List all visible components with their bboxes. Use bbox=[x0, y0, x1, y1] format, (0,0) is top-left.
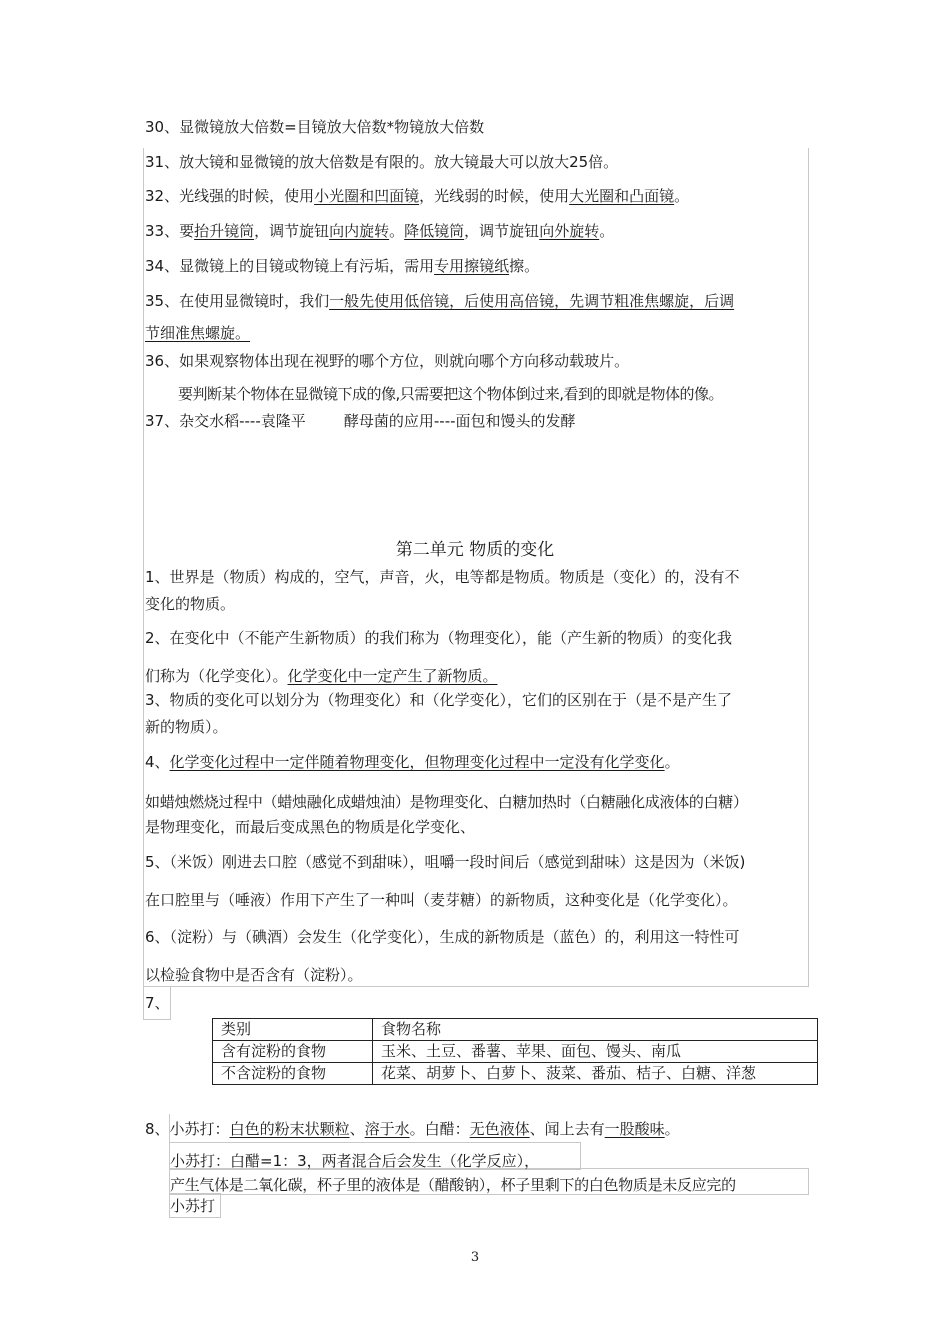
table-header-row bbox=[213, 1019, 818, 1041]
table-row bbox=[213, 1041, 818, 1063]
starch-food-table bbox=[212, 1018, 818, 1085]
line-31: 31、放大镜和显微镜的放大倍数是有限的。放大镜最大可以放大25倍。 bbox=[145, 153, 619, 171]
line-32: 32、光线强的时候，使用小光圈和凹面镜，光线弱的时候，使用大光圈和凸面镜。 bbox=[145, 187, 690, 205]
table-header-cell: 食物名称 bbox=[373, 1019, 818, 1041]
frame-left-line bbox=[143, 148, 144, 1018]
para-8-result: 产生气体是二氧化碳，杯子里的液体是（醋酸钠），杯子里剩下的白色物质是未反应完的 bbox=[170, 1176, 736, 1194]
para-6a: 6、（淀粉）与（碘酒）会发生（化学变化），生成的新物质是（蓝色）的，利用这一特性可 bbox=[145, 928, 740, 946]
para-7-label: 7、 bbox=[145, 994, 170, 1012]
page-number: 3 bbox=[470, 1250, 480, 1265]
line-35b: 节细准焦螺旋。 bbox=[145, 324, 251, 342]
para-8: 8、小苏打：白色的粉末状颗粒、溶于水。白醋：无色液体、闻上去有一股酸味。 bbox=[145, 1120, 680, 1138]
para-5b: 在口腔里与（唾液）作用下产生了一种叫（麦芽糖）的新物质，这种变化是（化学变化）。 bbox=[145, 891, 738, 909]
para-1a: 1、世界是（物质）构成的，空气，声音，火，电等都是物质。物质是（变化）的，没有不 bbox=[145, 568, 740, 586]
para-5a: 5、（米饭）刚进去口腔（感觉不到甜味），咀嚼一段时间后（感觉到甜味）这是因为（米饭) bbox=[145, 853, 746, 871]
frame-bottom-line bbox=[143, 986, 809, 987]
para-6b: 以检验食物中是否含有（淀粉）。 bbox=[145, 966, 363, 984]
line-36-note: 要判断某个物体在显微镜下成的像,只需要把这个物体倒过来,看到的即就是物体的像。 bbox=[178, 385, 724, 403]
para-2a: 2、在变化中（不能产生新物质）的我们称为（物理变化），能（产生新的物质）的变化我 bbox=[145, 629, 733, 647]
line-33: 33、要抬升镜筒，调节旋钮向内旋转。降低镜筒，调节旋钮向外旋转。 bbox=[145, 222, 615, 240]
unit-title: 第二单元 物质的变化 bbox=[395, 540, 555, 560]
table-row bbox=[213, 1063, 818, 1085]
para-3b: 新的物质）。 bbox=[145, 718, 228, 736]
table-cell: 玉米、土豆、番薯、苹果、面包、馒头、南瓜 bbox=[373, 1041, 818, 1063]
para-4: 4、化学变化过程中一定伴随着物理变化，但物理变化过程中一定没有化学变化。 bbox=[145, 753, 680, 771]
para-8-end: 小苏打 bbox=[170, 1197, 216, 1215]
line-35a: 35、在使用显微镜时，我们一般先使用低倍镜，后使用高倍镜，先调节粗准焦螺旋，后调 bbox=[145, 292, 735, 310]
table-cell: 含有淀粉的食物 bbox=[213, 1041, 373, 1063]
para-4-example-a: 如蜡烛燃烧过程中（蜡烛融化成蜡烛油）是物理变化、白糖加热时（白糖融化成液体的白糖） bbox=[145, 793, 748, 811]
para-8-ratio: 小苏打：白醋=1：3，两者混合后会发生（化学反应）， bbox=[170, 1152, 540, 1170]
line-34: 34、显微镜上的目镜或物镜上有污垢，需用专用擦镜纸擦。 bbox=[145, 257, 540, 275]
line-30: 30、显微镜放大倍数=目镜放大倍数*物镜放大倍数 bbox=[145, 118, 485, 136]
table-header-cell: 类别 bbox=[213, 1019, 373, 1041]
table-cell: 花菜、胡萝卜、白萝卜、菠菜、番茄、桔子、白糖、洋葱 bbox=[373, 1063, 818, 1085]
para-4-example-b: 是物理变化，而最后变成黑色的物质是化学变化、 bbox=[145, 818, 476, 836]
frame-right-line bbox=[808, 148, 809, 986]
table-cell: 不含淀粉的食物 bbox=[213, 1063, 373, 1085]
line-36: 36、如果观察物体出现在视野的哪个方位，则就向哪个方向移动载玻片。 bbox=[145, 352, 630, 370]
line-37: 37、杂交水稻----袁隆平 酵母菌的应用----面包和馒头的发酵 bbox=[145, 412, 576, 430]
para-1b: 变化的物质。 bbox=[145, 595, 236, 613]
para-3a: 3、物质的变化可以划分为（物理变化）和（化学变化），它们的区别在于（是不是产生了 bbox=[145, 691, 733, 709]
para-2b: 们称为（化学变化）。化学变化中一定产生了新物质。 bbox=[145, 667, 498, 685]
